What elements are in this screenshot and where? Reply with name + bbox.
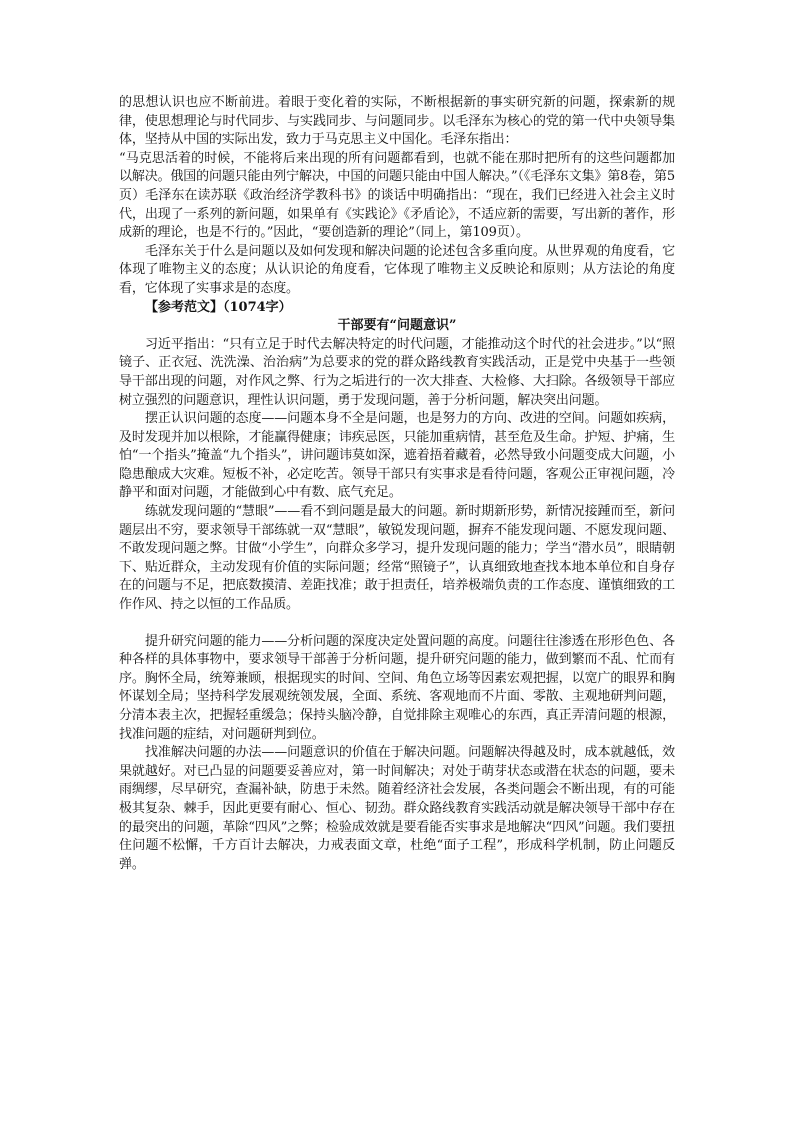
essay-paragraph: 找准解决问题的办法——问题意识的价值在于解决问题。问题解决得越及时，成本就越低，效果就越好。对已凸显的问题要妥善应对，第一时间解决；对处于萌芽状态或潜在状态的问题，要未雨绸缪，尽早研究，查漏补缺，防患于未然。随着经济社会发展，各类问题会不断出现，有的可能极其复杂、棘手，因此更要有耐心、恒心、韧劲。群众路线教育实践活动就是解决领导干部中存在的最突出的问题，革除“四风”之弊；检验成效就是要看能否实事求是地解决“四风”问题。我们要扭住问题不松懈，千方百计去解决，力戒表面文章，杜绝“面子工程”，形成科学机制，防止问题反弹。	[119, 745, 675, 872]
intro-paragraph-1: 的思想认识也应不断前进。着眼于变化着的实际，不断根据新的事实研究新的问题，探索新的规律，使思想理论与时代同步、与实践同步、与问题同步。以毛泽东为核心的党的第一代中央领导集体，坚持从中国的实际出发，致力于马克思主义中国化。毛泽东指出：	[119, 95, 675, 148]
paragraph-gap	[119, 615, 675, 633]
essay-paragraph: 提升研究问题的能力——分析问题的深度决定处置问题的高度。问题往往渗透在形形色色、各种各样的具体事物中，要求领导干部善于分析问题，提升研究问题的能力，做到繁而不乱、忙而有序。胸怀全局，统筹兼顾，根据现实的时间、空间、角色立场等因素宏观把握，以宽广的眼界和胸怀谋划全局；坚持科学发展观统领发展，全面、系统、客观地而不片面、零散、主观地研判问题，分清本表主次，把握轻重缓急；保持头脑冷静，自觉排除主观唯心的东西，真正弄清问题的根源，找准问题的症结，对问题研判到位。	[119, 633, 675, 742]
essay-paragraph: 练就发现问题的“慧眼”——看不到问题是最大的问题。新时期新形势，新情况接踵而至，新问题层出不穷，要求领导干部练就一双“慧眼”，敏锐发现问题，摒弃不能发现问题、不愿发现问题、不敢发现问题之弊。甘做“小学生”，向群众多学习，提升发现问题的能力；学当“潜水员”，眼睛朝下、贴近群众，主动发现有价值的实际问题；经常“照镜子”，认真细致地查找本地本单位和自身存在的问题与不足，把底数摸清、差距找准；敢于担责任，培养极端负责的工作态度、谨慎细致的工作作风、持之以恒的工作品质。	[119, 504, 675, 613]
essay-title: 干部要有“问题意识”	[337, 318, 457, 334]
intro-paragraph-quote: “马克思活着的时候，不能将后来出现的所有问题都看到，也就不能在那时把所有的这些问题都加以解决。俄国的问题只能由列宁解决，中国的问题只能由中国人解决。”（《毛泽东文集》第8卷，第5页）毛泽东在读苏联《政治经济学教科书》的谈话中明确指出：“现在，我们已经进入社会主义时代，出现了一系列的新问题，如果单有《实践论》《矛盾论》，不适应新的需要，写出新的著作，形成新的理论，也是不行的。”因此，“要创造新的理论”（同上，第109页）。	[119, 150, 675, 241]
intro-paragraph-3: 毛泽东关于什么是问题以及如何发现和解决问题的论述包含多重向度。从世界观的角度看，它体现了唯物主义的态度；从认识论的角度看，它体现了唯物主义反映论和原则；从方法论的角度看，它体现了实事求是的态度。	[119, 243, 675, 296]
essay-paragraph: 摆正认识问题的态度——问题本身不全是问题，也是努力的方向、改进的空间。问题如疾病，及时发现并加以根除，才能赢得健康；讳疾忌医，只能加重病情，甚至危及生命。护短、护痛，生怕“一个指头”掩盖“九个指头”，讲问题讳莫如深，遮着捂着藏着，必然导致小问题变成大问题，小隐患酿成大灾难。短板不补，必定吃苦。领导干部只有实事求是看待问题，客观公正审视问题，冷静平和面对问题，才能做到心中有数、底气充足。	[119, 411, 675, 501]
document-page	[119, 94, 675, 874]
essay-paragraph: 习近平指出：“只有立足于时代去解决特定的时代问题，才能推动这个时代的社会进步。”以“照镜子、正衣冠、洗洗澡、治治病”为总要求的党的群众路线教育实践活动，正是党中央基于一些领导干部出现的问题，对作风之弊、行为之垢进行的一次大排查、大检修、大扫除。各级领导干部应树立强烈的问题意识，理性认识问题，勇于发现问题，善于分析问题，解决突出问题。	[119, 336, 675, 408]
reference-label: 【参考范文】（1074字）	[145, 299, 292, 315]
